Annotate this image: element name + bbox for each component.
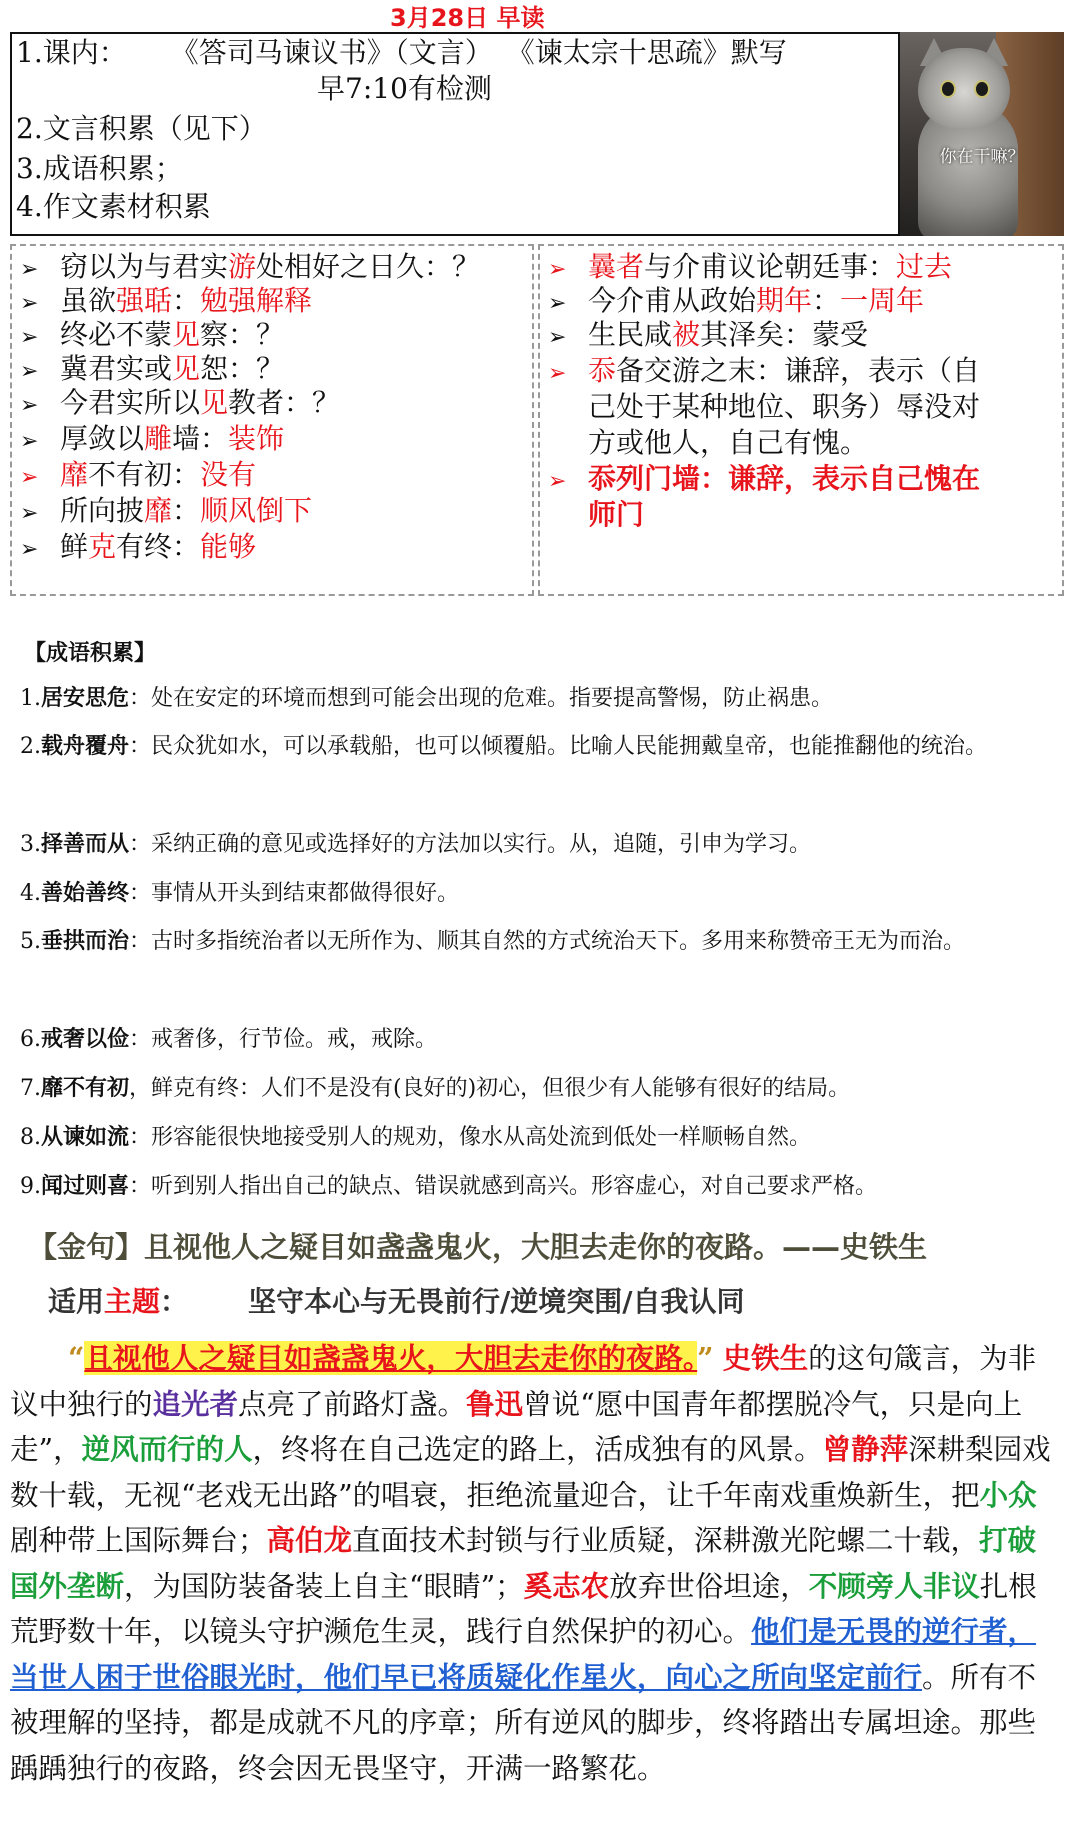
idiom-item: 5.垂拱而治：古时多指统治者以无所作为、顺其自然的方式统治天下。多用来称赞帝王无为而治。	[20, 929, 966, 954]
cat-head	[918, 48, 1010, 128]
idiom-item: 3.择善而从：采纳正确的意见或选择好的方法加以实行。从，追随，引申为学习。	[20, 832, 812, 857]
task-1-text-a: 《答司马谏议书》（文言）	[170, 36, 493, 69]
idiom-item: 9.闻过则喜：听到别人指出自己的缺点、错误就感到高兴。形容虚心，对自己要求严格。	[20, 1174, 878, 1199]
idiom-item: 1.居安思危：处在安定的环境而想到可能会出现的危难。指要提高警惕，防止祸患。	[20, 686, 834, 711]
vocab-item: ➢ 生民咸被其泽矣：蒙受	[548, 316, 868, 357]
vocab-item: ➢ 窃以为与君实游处相好之日久：？	[20, 248, 480, 289]
vocab-item: ➢ 今介甫从政始期年：一周年	[548, 282, 924, 323]
vocab-item-continued: 己处于某种地位、职务）辱没对	[588, 390, 981, 423]
essay-paragraph: “且视他人之疑目如盏盏鬼火，大胆去走你的夜路。” 史铁生的这句箴言，为非议中独行的追光者点亮了前路灯盏。鲁迅曾说“愿中国青年都摆脱冷气，只是向上走”，逆风而行的人，终将在自己选定的路上，活成独有的风景。曾静萍深耕梨园戏数十载，无视“老戏无出路”的唱衰，拒绝流量迎合，让千年南戏重焕新生，把小众剧种带上国际舞台；高伯龙直面技术封锁与行业质疑，深耕激光陀螺二十载，打破国外垄断，为国防装备装上自主“眼睛”；奚志农放弃世俗坦途，不顾旁人非议扎根荒野数十年，以镜头守护濒危生灵，践行自然保护的初心。他们是无畏的逆行者，当世人困于世俗眼光时，他们早已将质疑化作星火，向心之所向坚定前行。所有不被理解的坚持，都是成就不凡的序章；所有逆风的脚步，终将踏出专属坦途。那些踽踽独行的夜路，终会因无畏坚守，开满一路繁花。	[10, 1341, 1051, 1785]
arrow-bullet-icon: ➢	[20, 429, 39, 454]
task-3: 3.成语积累；	[16, 152, 183, 185]
arrow-bullet-icon: ➢	[548, 257, 567, 282]
task-1-prefix: 1.课内：	[16, 36, 127, 69]
theme-content: 坚守本心与无畏前行/逆境突围/自我认同	[248, 1285, 745, 1318]
arrow-bullet-icon: ➢	[20, 465, 39, 490]
vocab-item: ➢ 曩者与介甫议论朝廷事：过去	[548, 248, 952, 289]
arrow-bullet-icon: ➢	[20, 291, 39, 316]
idiom-item: 7.靡不有初，鲜克有终：人们不是没有(良好的)初心，但很少有人能够有很好的结局。	[20, 1076, 851, 1101]
vocab-item: ➢ 忝备交游之末：谦辞，表示（自	[548, 352, 980, 393]
cat-photo	[898, 32, 1064, 236]
vocab-item: ➢ 靡不有初：没有	[20, 456, 256, 497]
photo-caption: 你在干嘛？	[939, 147, 1025, 167]
task-1-text-b: 《谏太宗十思疏》默写	[506, 36, 787, 69]
vocab-item: ➢ 厚敛以雕墙：装饰	[20, 420, 284, 461]
arrow-bullet-icon: ➢	[20, 537, 39, 562]
highlighted-quote: 且视他人之疑目如盏盏鬼火，大胆去走你的夜路。	[84, 1341, 698, 1375]
date-title: 3月28日 早读	[390, 4, 545, 32]
idiom-section-header: 【成语积累】	[24, 641, 157, 666]
idiom-item: 8.从谏如流：形容能很快地接受别人的规劝，像水从高处流到低处一样顺畅自然。	[20, 1125, 812, 1150]
idiom-item: 6.戒奢以俭：戒奢侈，行节俭。戒，戒除。	[20, 1027, 438, 1052]
task-4: 4.作文素材积累	[16, 190, 211, 223]
vocab-item: ➢ 今君实所以见教者：？	[20, 384, 340, 425]
cat-eye-left	[940, 80, 956, 98]
vocab-item-continued: 师门	[588, 498, 645, 531]
arrow-bullet-icon: ➢	[548, 361, 567, 386]
arrow-bullet-icon: ➢	[20, 359, 39, 384]
vocab-item-continued: 方或他人，自己有愧。	[588, 426, 869, 459]
vocab-item: ➢ 所向披靡：顺风倒下	[20, 492, 312, 533]
vocab-right-box	[538, 244, 1064, 596]
vocab-item: ➢ 忝列门墙：谦辞，表示自己愧在	[548, 460, 980, 501]
arrow-bullet-icon: ➢	[548, 291, 567, 316]
task-2: 2.文言积累（见下）	[16, 112, 267, 145]
task-1	[16, 34, 787, 72]
arrow-bullet-icon: ➢	[548, 469, 567, 494]
theme-line: 适用主题： 坚守本心与无畏前行/逆境突围/自我认同	[48, 1285, 745, 1318]
golden-quote-heading: 【金句】且视他人之疑目如盏盏鬼火，大胆去走你的夜路。——史铁生	[28, 1230, 928, 1264]
idiom-item: 2.载舟覆舟：民众犹如水，可以承载船，也可以倾覆船。比喻人民能拥戴皇帝，也能推翻他的统治。	[20, 734, 988, 759]
cat-eye-right	[974, 80, 990, 98]
vocab-item: ➢ 鲜克有终：能够	[20, 528, 256, 569]
vocab-left-box	[10, 244, 534, 596]
vocab-item: ➢ 虽欲强聒：勉强解释	[20, 282, 312, 323]
idiom-item: 4.善始善终：事情从开头到结束都做得很好。	[20, 881, 460, 906]
arrow-bullet-icon: ➢	[548, 325, 567, 350]
arrow-bullet-icon: ➢	[20, 325, 39, 350]
arrow-bullet-icon: ➢	[20, 501, 39, 526]
vocab-item: ➢ 冀君实或见恕：？	[20, 350, 284, 391]
vocab-item: ➢ 终必不蒙见察：？	[20, 316, 284, 357]
arrow-bullet-icon: ➢	[20, 257, 39, 282]
task-1-line2: 早7:10有检测	[317, 72, 492, 105]
underlined-key-sentence: 他们是无畏的逆行者，当世人困于世俗眼光时，他们早已将质疑化作星火，向心之所向坚定前行	[10, 1614, 1037, 1694]
arrow-bullet-icon: ➢	[20, 393, 39, 418]
